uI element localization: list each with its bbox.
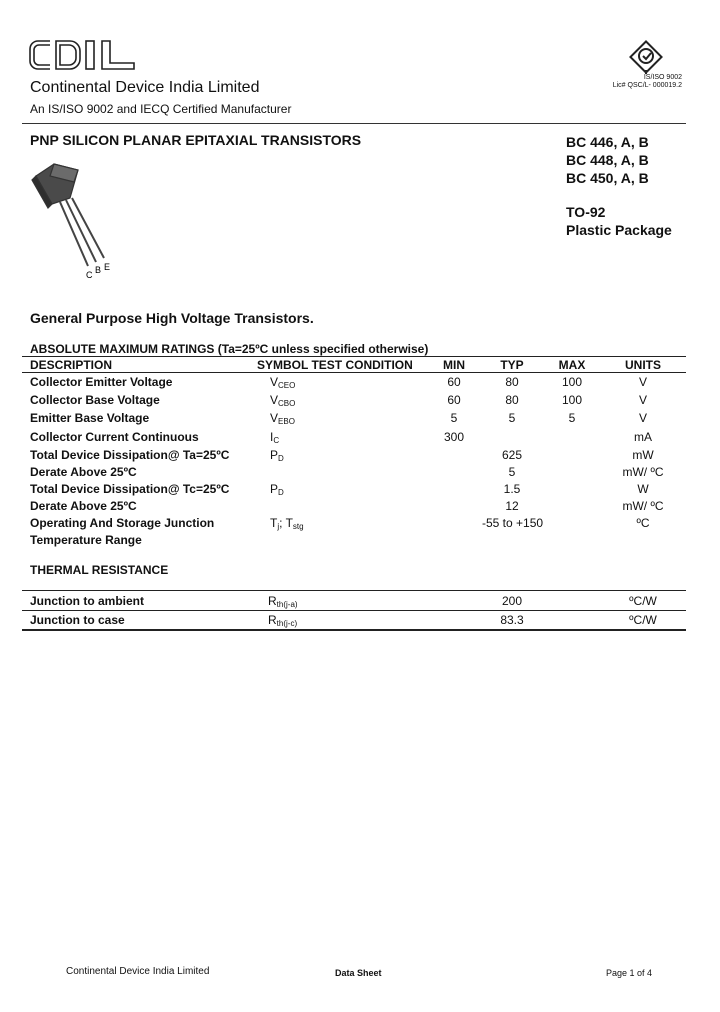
symbol-cell (270, 448, 284, 463)
symbol-cell (270, 411, 295, 426)
symbol-subscript: CEO (278, 381, 296, 390)
part-numbers (566, 133, 649, 187)
table-top-rule (22, 356, 686, 357)
company-name: Continental Device India Limited (30, 79, 260, 96)
row-max: 5 (568, 411, 576, 425)
symbol-main: P (270, 448, 279, 462)
part-number: BC 446, A, B (566, 134, 649, 150)
certification-line: An IS/ISO 9002 and IECQ Certified Manufacturer (30, 102, 292, 116)
row-description: Derate Above 25ºC (30, 465, 137, 479)
row-min: 300 (443, 430, 465, 444)
header-min: MIN (443, 358, 465, 372)
row-description: Collector Base Voltage (30, 393, 160, 407)
row-min: 5 (450, 411, 458, 425)
cdil-logo (28, 37, 138, 73)
cert-mark-text (600, 74, 682, 90)
symbol-subscript-2: stg (292, 522, 304, 531)
symbol-main: I (270, 430, 274, 444)
thermal-title: THERMAL RESISTANCE (30, 563, 169, 577)
pin-label-c: C (86, 270, 93, 280)
symbol-cell (270, 393, 295, 408)
row-rule (22, 610, 686, 611)
row-description: Collector Emitter Voltage (30, 375, 173, 389)
row-description: Total Device Dissipation@ Ta=25ºC (30, 448, 230, 462)
row-max: 100 (561, 393, 583, 407)
row-unit: mW/ ºC (622, 499, 664, 513)
package-name: TO-92 (566, 204, 606, 220)
row-unit: ºC (636, 516, 650, 530)
row-typ: 80 (505, 393, 519, 407)
symbol-subscript: CBO (278, 399, 296, 408)
row-description-line2: Temperature Range (30, 533, 142, 547)
row-unit: V (638, 375, 647, 389)
symbol-main: V (270, 393, 279, 407)
row-description: Collector Current Continuous (30, 430, 199, 444)
row-unit: mA (634, 430, 652, 444)
package-info (566, 203, 672, 239)
cert-mark-line2: Lic# QSC/L- 000019.2 (612, 82, 682, 89)
row-typ: 200 (501, 594, 523, 608)
row-max: 100 (561, 375, 583, 389)
part-number: BC 448, A, B (566, 152, 649, 168)
symbol-main: V (270, 375, 279, 389)
row-unit: ºC/W (629, 613, 657, 627)
ratings-title: ABSOLUTE MAXIMUM RATINGS (Ta=25ºC unless specified otherwise) (30, 342, 429, 356)
isi-certification-mark-icon (627, 38, 665, 76)
symbol-cell (270, 516, 304, 531)
row-description: Junction to ambient (30, 594, 144, 608)
header-bottom-rule (22, 372, 686, 373)
symbol-main: R (268, 613, 277, 627)
symbol-subscript: j (277, 522, 280, 531)
row-unit: mW/ ºC (622, 465, 664, 479)
header-description: DESCRIPTION (30, 358, 113, 372)
pin-label-b: B (95, 265, 102, 275)
row-unit: V (638, 411, 647, 425)
symbol-main: V (270, 411, 279, 425)
header-units: UNITS (625, 358, 661, 372)
row-unit: W (637, 482, 649, 496)
row-description: Junction to case (30, 613, 125, 627)
symbol-main: P (270, 482, 279, 496)
symbol-subscript: D (278, 454, 284, 463)
symbol-subscript: D (278, 488, 284, 497)
symbol-subscript: C (273, 436, 280, 445)
symbol-cell (270, 430, 279, 445)
row-description: Operating And Storage Junction (30, 516, 215, 530)
pin-label-e: E (104, 262, 111, 272)
document-title: PNP SILICON PLANAR EPITAXIAL TRANSISTORS (30, 132, 362, 148)
row-min: 60 (447, 393, 461, 407)
row-description: Derate Above 25ºC (30, 499, 137, 513)
header-symbol: SYMBOL TEST CONDITION (257, 358, 413, 372)
symbol-cell (268, 613, 297, 628)
row-description: Total Device Dissipation@ Tc=25ºC (30, 482, 230, 496)
header-typ: TYP (500, 358, 524, 372)
row-typ: -55 to +150 (482, 516, 544, 530)
row-unit: mW (632, 448, 654, 462)
footer-doc-type: Data Sheet (335, 968, 382, 978)
row-description: Emitter Base Voltage (30, 411, 150, 425)
symbol-main: R (268, 594, 277, 608)
header-divider (22, 123, 686, 124)
row-unit: ºC/W (629, 594, 657, 608)
symbol-subscript: EBO (278, 417, 295, 426)
footer-page: Page 1 of 4 (606, 968, 653, 978)
header-max: MAX (558, 358, 586, 372)
symbol-cell (270, 482, 284, 497)
symbol-subscript: th(j-a) (276, 600, 298, 609)
package-type: Plastic Package (566, 222, 672, 238)
symbol-cell (270, 375, 295, 390)
row-typ: 80 (505, 375, 519, 389)
row-min: 60 (447, 375, 461, 389)
symbol-main: T (270, 516, 278, 530)
row-rule (22, 629, 686, 631)
cert-mark-line1: IS/ISO 9002 (643, 74, 682, 81)
row-typ: 625 (501, 448, 523, 462)
row-typ: 5 (508, 465, 516, 479)
row-typ: 83.3 (500, 613, 524, 627)
logo-text: CDIL (28, 37, 31, 38)
symbol-subscript: th(j-c) (276, 619, 298, 628)
row-typ: 1.5 (503, 482, 521, 496)
row-typ: 5 (508, 411, 516, 425)
to92-transistor-icon (30, 158, 130, 284)
device-subtitle: General Purpose High Voltage Transistors. (30, 310, 314, 326)
footer-company: Continental Device India Limited (66, 966, 210, 977)
row-unit: V (638, 393, 647, 407)
part-number: BC 450, A, B (566, 170, 649, 186)
symbol-main-2: ; T (279, 516, 293, 530)
symbol-cell (268, 594, 298, 609)
thermal-top-rule (22, 590, 686, 591)
row-typ: 12 (505, 499, 519, 513)
